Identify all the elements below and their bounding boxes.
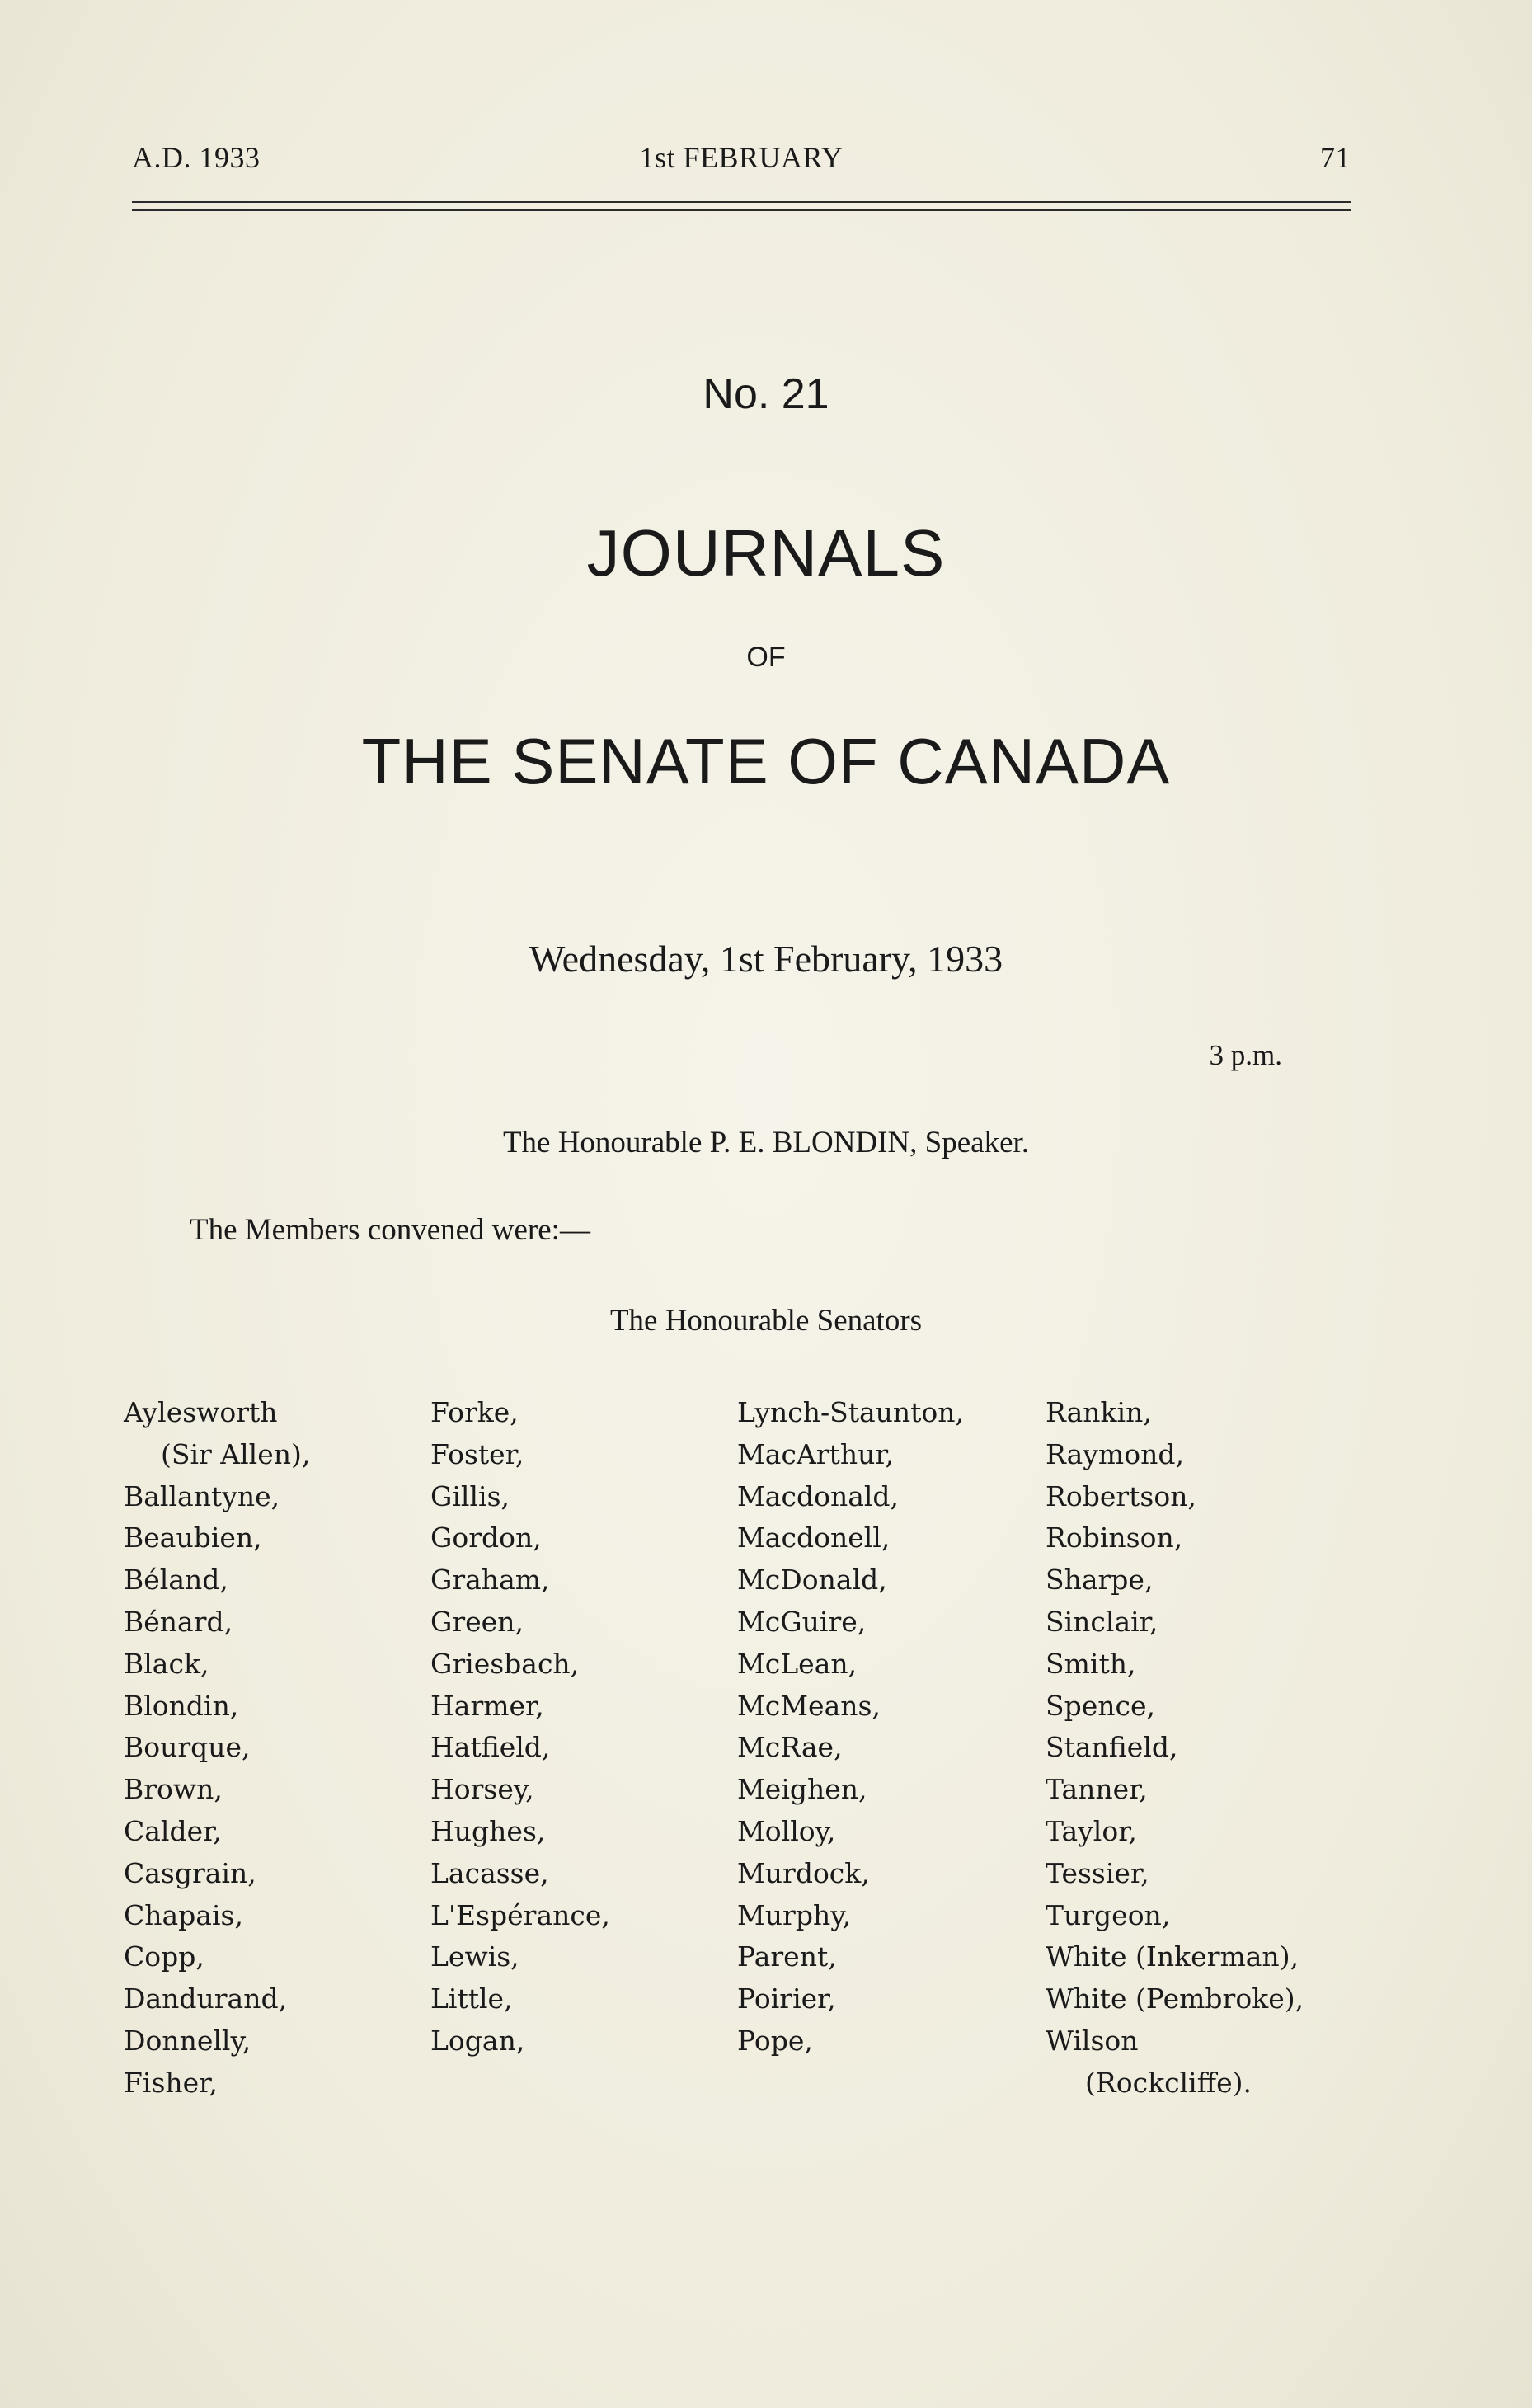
senator-name: Brown,	[124, 1773, 223, 1806]
senator-name: White (Pembroke),	[1046, 1982, 1304, 2015]
senator-name: Gordon,	[430, 1521, 542, 1554]
senator-name: Sharpe,	[1046, 1564, 1154, 1597]
senator-name: Calder,	[124, 1814, 222, 1847]
senator-name: Turgeon,	[1046, 1898, 1171, 1931]
senator-name: Tessier,	[1046, 1856, 1149, 1889]
senator-name: Harmer,	[430, 1689, 544, 1722]
senator-name: Gillis,	[430, 1479, 510, 1512]
senator-name: Donnelly,	[124, 2024, 251, 2057]
senators-column-2	[430, 1392, 610, 2062]
senate-title: THE SENATE OF CANADA	[361, 725, 1171, 797]
header-rule-top	[132, 201, 1351, 203]
header-date: 1st FEBRUARY	[639, 141, 844, 174]
senator-name: Béland,	[124, 1564, 228, 1597]
senator-name: (Sir Allen),	[161, 1437, 311, 1470]
senator-name: McRae,	[737, 1731, 843, 1764]
senator-name: Stanfield,	[1046, 1731, 1178, 1764]
senator-name: Rankin,	[1046, 1396, 1152, 1428]
senator-name: Macdonell,	[737, 1521, 891, 1554]
convened-line: The Members convened were:—	[190, 1213, 590, 1247]
senator-name: Raymond,	[1046, 1437, 1184, 1470]
senator-name: Little,	[430, 1982, 513, 2015]
senator-name: Casgrain,	[124, 1856, 256, 1889]
senator-name: Ballantyne,	[124, 1479, 280, 1512]
senator-name: Foster,	[430, 1437, 524, 1470]
senator-name: Horsey,	[430, 1773, 534, 1806]
speaker-line: The Honourable P. E. BLONDIN, Speaker.	[502, 1126, 1030, 1159]
senator-name: Macdonald,	[737, 1479, 900, 1512]
senator-name: Hughes,	[430, 1814, 546, 1847]
senator-name: Poirier,	[737, 1982, 836, 2015]
running-header	[132, 140, 1351, 181]
senator-name: Pope,	[737, 2024, 813, 2057]
senator-name: Meighen,	[737, 1773, 867, 1806]
senator-name: Bourque,	[124, 1731, 251, 1764]
header-year: A.D. 1933	[132, 141, 261, 174]
page-number: 71	[1320, 141, 1351, 174]
senator-name: Fisher,	[124, 2066, 218, 2099]
header-rule-bottom	[132, 209, 1351, 211]
senator-name: Tanner,	[1046, 1773, 1148, 1806]
senator-name: Bénard,	[124, 1605, 233, 1638]
senator-name: Robinson,	[1046, 1521, 1183, 1554]
senators-column-1	[124, 1392, 310, 2105]
senator-name: Lewis,	[430, 1940, 519, 1973]
journals-title: JOURNALS	[586, 516, 946, 590]
senator-name: Wilson	[1046, 2024, 1139, 2057]
senator-name: White (Inkerman),	[1046, 1940, 1299, 1973]
senator-name: Spence,	[1046, 1689, 1156, 1722]
senator-name: Copp,	[124, 1940, 204, 1973]
senator-name: (Rockcliffe).	[1085, 2066, 1252, 2099]
senator-name: Taylor,	[1046, 1814, 1137, 1847]
senator-name: Green,	[430, 1605, 524, 1638]
senator-name: Griesbach,	[430, 1647, 580, 1680]
senator-name: Lacasse,	[430, 1856, 549, 1889]
senator-name: McGuire,	[737, 1605, 867, 1638]
senator-name: Murdock,	[737, 1856, 870, 1889]
senator-name: Aylesworth	[124, 1396, 278, 1428]
senator-name: McLean,	[737, 1647, 858, 1680]
senator-name: L'Espérance,	[430, 1898, 610, 1931]
senator-name: Dandurand,	[124, 1982, 288, 2015]
title-of: OF	[746, 642, 786, 673]
senator-name: Forke,	[430, 1396, 519, 1428]
issue-number: No. 21	[703, 370, 829, 418]
senator-name: Smith,	[1046, 1647, 1136, 1680]
senator-name: MacArthur,	[737, 1437, 894, 1470]
senator-name: Murphy,	[737, 1898, 851, 1931]
senator-name: Graham,	[430, 1564, 550, 1597]
senators-heading: The Honourable Senators	[609, 1304, 923, 1338]
sitting-time: 3 p.m.	[1209, 1039, 1282, 1071]
senators-column-3	[737, 1392, 964, 2062]
senator-name: Blondin,	[124, 1689, 239, 1722]
senator-name: Lynch-Staunton,	[737, 1396, 965, 1428]
senator-name: Sinclair,	[1046, 1605, 1158, 1638]
senators-column-4	[1046, 1392, 1304, 2105]
senator-name: Parent,	[737, 1940, 837, 1973]
senator-name: Logan,	[430, 2024, 525, 2057]
senator-name: McDonald,	[737, 1564, 887, 1597]
senator-name: Hatfield,	[430, 1731, 551, 1764]
senator-name: Chapais,	[124, 1898, 243, 1931]
senator-name: Molloy,	[737, 1814, 836, 1847]
senator-name: McMeans,	[737, 1689, 881, 1722]
senator-name: Robertson,	[1046, 1479, 1196, 1512]
sitting-date: Wednesday, 1st February, 1933	[529, 938, 1003, 980]
senator-name: Black,	[124, 1647, 209, 1680]
senator-name: Beaubien,	[124, 1521, 262, 1554]
